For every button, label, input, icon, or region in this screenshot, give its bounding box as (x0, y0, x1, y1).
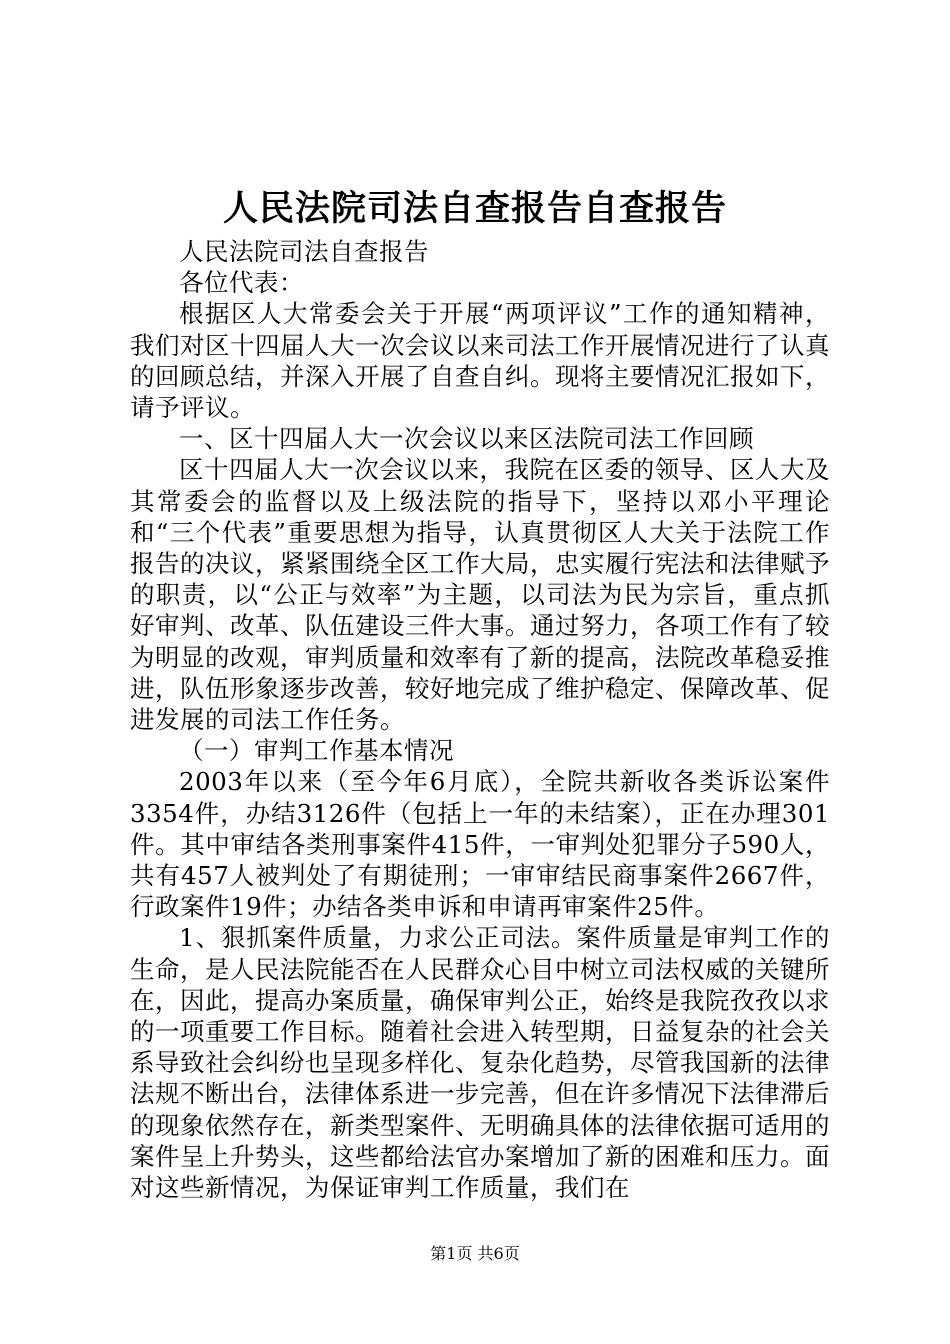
paragraph-quality: 1、狠抓案件质量，力求公正司法。案件质量是审判工作的生命，是人民法院能否在人民群众心目中树立司法权威的关键所在，因此，提高办案质量，确保审判公正，始终是我院孜孜以求的一项重要工作目标。随着社会进入转型期，日益复杂的社会关系导致社会纠纷也呈现多样化、复杂化趋势，尽管我国新的法律法规不断出台，法律体系进一步完善，但在许多情况下法律滞后的现象依然存在，新类型案件、无明确具体的法律依据可适用的案件呈上升势头，这些都给法官办案增加了新的困难和压力。面对这些新情况，为保证审判工作质量，我们在 (130, 923, 830, 1203)
page-number-footer: 第1页 共6页 (430, 1244, 520, 1263)
paragraph-intro: 根据区人大常委会关于开展“两项评议”工作的通知精神，我们对区十四届人大一次会议以来司法工作开展情况进行了认真的回顾总结，并深入开展了自查自纠。现将主要情况汇报如下，请予评议。 (130, 299, 830, 423)
subsection-heading-1: （一）审判工作基本情况 (179, 736, 454, 766)
paragraph-subtitle: 人民法院司法自查报告 (179, 237, 429, 266)
section-heading-1: 一、区十四届人大一次会议以来区法院司法工作回顾 (179, 424, 754, 454)
paragraph-salutation: 各位代表： (179, 268, 304, 298)
paragraph-review: 区十四届人大一次会议以来，我院在区委的领导、区人大及其常委会的监督以及上级法院的指导下，坚持以邓小平理论和“三个代表”重要思想为指导，认真贯彻区人大关于法院工作报告的决议，紧紧围绕全区工作大局，忠实履行宪法和法律赋予的职责，以“公正与效率”为主题，以司法为民为宗旨，重点抓好审判、改革、队伍建设三件大事。通过努力，各项工作有了较为明显的改观，审判质量和效率有了新的提高，法院改革稳妥推进，队伍形象逐步改善，较好地完成了维护稳定、保障改革、促进发展的司法工作任务。 (130, 455, 830, 735)
document-body (130, 236, 830, 1203)
document-title: 人民法院司法自查报告自查报告 (222, 188, 727, 229)
paragraph-statistics: 2003年以来（至今年6月底），全院共新收各类诉讼案件3354件，办结3126件（包括上一年的未结案），正在办理301件。其中审结各类刑事案件415件，一审判处犯罪分子590人，共有457人被判处了有期徒刑；一审审结民商事案件2667件，行政案件19件；办结各类申诉和申请再审案件25件。 (130, 767, 830, 922)
